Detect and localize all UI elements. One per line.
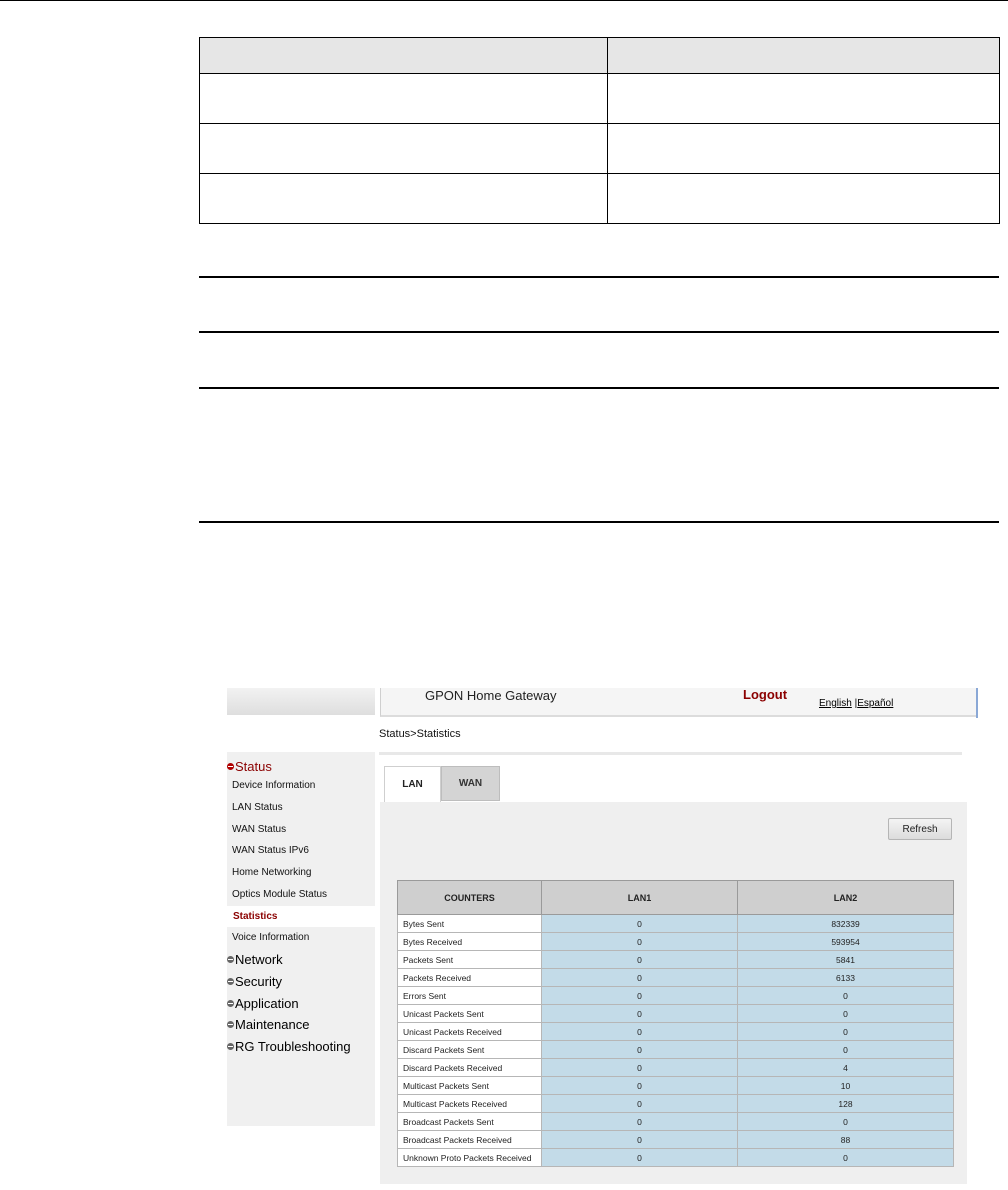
document-table — [199, 37, 1000, 224]
lan2-value: 593954 — [738, 933, 954, 951]
lan2-value: 0 — [738, 1023, 954, 1041]
header-lan1: LAN1 — [542, 881, 738, 915]
lan1-value: 0 — [542, 969, 738, 987]
sidebar-header — [227, 688, 375, 715]
language-links — [819, 698, 893, 709]
sidebar-item[interactable]: Statistics — [227, 906, 375, 927]
lan1-value: 0 — [542, 1005, 738, 1023]
document-rule — [199, 387, 999, 389]
tab-wan[interactable]: WAN — [441, 766, 500, 801]
expand-icon — [227, 1000, 234, 1007]
header-counters: COUNTERS — [398, 881, 542, 915]
app-header — [380, 688, 977, 717]
counter-label: Broadcast Packets Sent — [398, 1113, 542, 1131]
lan2-value: 832339 — [738, 915, 954, 933]
document-rule — [199, 331, 999, 333]
sidebar-group[interactable] — [227, 1039, 351, 1054]
counter-label: Multicast Packets Sent — [398, 1077, 542, 1095]
counter-label: Unicast Packets Received — [398, 1023, 542, 1041]
counter-label: Errors Sent — [398, 987, 542, 1005]
gateway-screenshot — [227, 688, 978, 1184]
statistics-table — [397, 880, 954, 1167]
lan2-value: 0 — [738, 987, 954, 1005]
lan2-value: 10 — [738, 1077, 954, 1095]
document-table-cell — [608, 74, 1000, 124]
document-table-cell — [608, 174, 1000, 224]
table-row — [398, 1077, 954, 1095]
table-row — [398, 933, 954, 951]
lan1-value: 0 — [542, 915, 738, 933]
counter-label: Discard Packets Received — [398, 1059, 542, 1077]
lan1-value: 0 — [542, 1077, 738, 1095]
expand-icon — [227, 1021, 234, 1028]
english-link[interactable]: English — [819, 698, 852, 709]
sidebar-group-label: RG Troubleshooting — [235, 1039, 351, 1054]
table-row — [398, 1149, 954, 1167]
counter-label: Multicast Packets Received — [398, 1095, 542, 1113]
lan2-value: 5841 — [738, 951, 954, 969]
lan1-value: 0 — [542, 1023, 738, 1041]
lan2-value: 4 — [738, 1059, 954, 1077]
lan2-value: 0 — [738, 1149, 954, 1167]
lan1-value: 0 — [542, 1149, 738, 1167]
sidebar-group[interactable] — [227, 974, 282, 989]
logout-link[interactable]: Logout — [743, 688, 788, 702]
sidebar-group[interactable] — [227, 1017, 309, 1032]
header-lan2: LAN2 — [738, 881, 954, 915]
page-top-rule — [0, 0, 1008, 1]
document-table-row — [200, 124, 1000, 174]
table-row — [398, 987, 954, 1005]
document-table-header-cell — [200, 38, 608, 74]
sidebar-group[interactable] — [227, 996, 299, 1011]
table-row — [398, 1095, 954, 1113]
counter-label: Bytes Sent — [398, 915, 542, 933]
sidebar-group-label: Security — [235, 974, 282, 989]
sidebar-item[interactable]: Home Networking — [232, 867, 312, 878]
sidebar-group-status[interactable] — [227, 759, 272, 774]
lan2-value: 0 — [738, 1041, 954, 1059]
lan1-value: 0 — [542, 951, 738, 969]
statistics-panel — [380, 802, 967, 1184]
sidebar-group-label: Status — [235, 759, 272, 774]
breadcrumb: Status>Statistics — [379, 728, 461, 740]
document-rule — [199, 521, 999, 523]
counter-label: Unknown Proto Packets Received — [398, 1149, 542, 1167]
lan2-value: 6133 — [738, 969, 954, 987]
statistics-header-row — [398, 881, 954, 915]
lan1-value: 0 — [542, 987, 738, 1005]
lan1-value: 0 — [542, 1131, 738, 1149]
counter-label: Packets Received — [398, 969, 542, 987]
counter-label: Bytes Received — [398, 933, 542, 951]
breadcrumb-divider — [379, 752, 962, 755]
expand-icon — [227, 978, 234, 985]
lang-separator: | — [851, 698, 858, 709]
counter-label: Discard Packets Sent — [398, 1041, 542, 1059]
sidebar-item[interactable]: Voice Information — [232, 932, 310, 943]
sidebar-group[interactable] — [227, 952, 283, 967]
sidebar-group-label: Network — [235, 952, 283, 967]
document-table-header — [200, 38, 1000, 74]
lan1-value: 0 — [542, 933, 738, 951]
sidebar — [227, 752, 375, 1126]
counter-label: Unicast Packets Sent — [398, 1005, 542, 1023]
table-row — [398, 951, 954, 969]
espanol-link[interactable]: Español — [857, 698, 894, 709]
table-row — [398, 969, 954, 987]
table-row — [398, 1059, 954, 1077]
document-table-row — [200, 74, 1000, 124]
table-row — [398, 1023, 954, 1041]
table-row — [398, 1041, 954, 1059]
app-title: GPON Home Gateway — [425, 688, 557, 703]
sidebar-item[interactable]: WAN Status IPv6 — [232, 845, 309, 856]
sidebar-item[interactable]: LAN Status — [232, 802, 283, 813]
document-table-cell — [200, 174, 608, 224]
expand-icon — [227, 1043, 234, 1050]
document-table-cell — [200, 74, 608, 124]
tab-lan[interactable]: LAN — [384, 766, 441, 802]
lan1-value: 0 — [542, 1059, 738, 1077]
lan1-value: 0 — [542, 1095, 738, 1113]
sidebar-item[interactable]: Device Information — [232, 780, 316, 791]
sidebar-item[interactable]: Optics Module Status — [232, 889, 328, 900]
lan1-value: 0 — [542, 1041, 738, 1059]
lan2-value: 0 — [738, 1005, 954, 1023]
sidebar-group-label: Application — [235, 996, 299, 1011]
table-row — [398, 1113, 954, 1131]
table-row — [398, 915, 954, 933]
sidebar-item[interactable]: WAN Status — [232, 824, 287, 835]
lan2-value: 128 — [738, 1095, 954, 1113]
sidebar-group-label: Maintenance — [235, 1017, 310, 1032]
refresh-button[interactable]: Refresh — [888, 818, 952, 840]
document-table-cell — [200, 124, 608, 174]
document-table-header-cell — [608, 38, 1000, 74]
document-table-cell — [608, 124, 1000, 174]
header-edge — [976, 688, 978, 718]
lan1-value: 0 — [542, 1113, 738, 1131]
lan2-value: 88 — [738, 1131, 954, 1149]
document-rule — [199, 276, 999, 278]
collapse-icon — [227, 763, 234, 770]
counter-label: Broadcast Packets Received — [398, 1131, 542, 1149]
lan2-value: 0 — [738, 1113, 954, 1131]
document-table-row — [200, 174, 1000, 224]
expand-icon — [227, 956, 234, 963]
table-row — [398, 1005, 954, 1023]
counter-label: Packets Sent — [398, 951, 542, 969]
table-row — [398, 1131, 954, 1149]
